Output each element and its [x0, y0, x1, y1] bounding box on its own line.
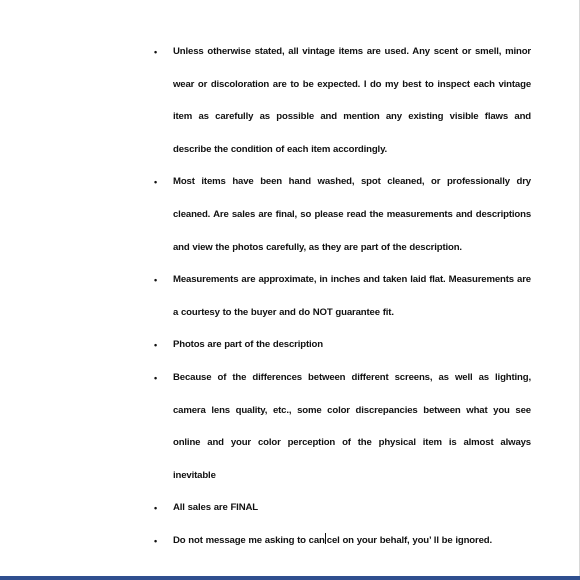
bullet-icon: •	[154, 535, 158, 546]
list-item-text: Measurements are approximate, in inches and taken laid flat. Measurements are a courtesy to the buyer and do NOT guarantee fit.	[173, 274, 531, 318]
list-item[interactable]	[150, 264, 531, 329]
bullet-icon: •	[154, 275, 158, 286]
list-item[interactable]	[150, 166, 531, 264]
list-item-text: All sales are FINAL	[173, 502, 258, 514]
bullet-icon: •	[154, 47, 158, 57]
list-item[interactable]	[150, 36, 531, 166]
list-item-text: Photos are part of the description	[173, 339, 323, 351]
list-item-text-start: Do not message me asking to can	[173, 534, 325, 546]
list-item[interactable]	[150, 329, 531, 362]
bullet-icon: •	[154, 372, 158, 383]
bottom-border	[0, 576, 580, 580]
bullet-icon: •	[154, 177, 158, 188]
list-item-text: Unless otherwise stated, all vintage items are used. Any scent or smell, minor wear or discoloration are to be expected. I do my best to inspect each vintage item as carefully as possible and mention any existing visible flaws and describe the condition of each item accordingly.	[173, 46, 531, 155]
list-item-text: Because of the differences between different screens, as well as lighting, camera lens quality, etc., some color discrepancies between what you see online and your color perception of the physical item is almost always inevitable	[173, 371, 531, 481]
list-item[interactable]	[150, 492, 531, 525]
bullet-icon: •	[154, 503, 158, 514]
list-item[interactable]	[150, 525, 531, 558]
bullet-icon: •	[154, 340, 158, 351]
list-item-text: Most items have been hand washed, spot cleaned, or professionally dry cleaned. Are sales are final, so please read the measurements and descriptions and view the photos carefully, as they are part of the description.	[173, 176, 531, 253]
bullet-list	[150, 36, 531, 558]
list-item-text-end: cel on your behalf, you’ ll be ignored.	[326, 534, 492, 546]
list-item[interactable]	[150, 362, 531, 492]
